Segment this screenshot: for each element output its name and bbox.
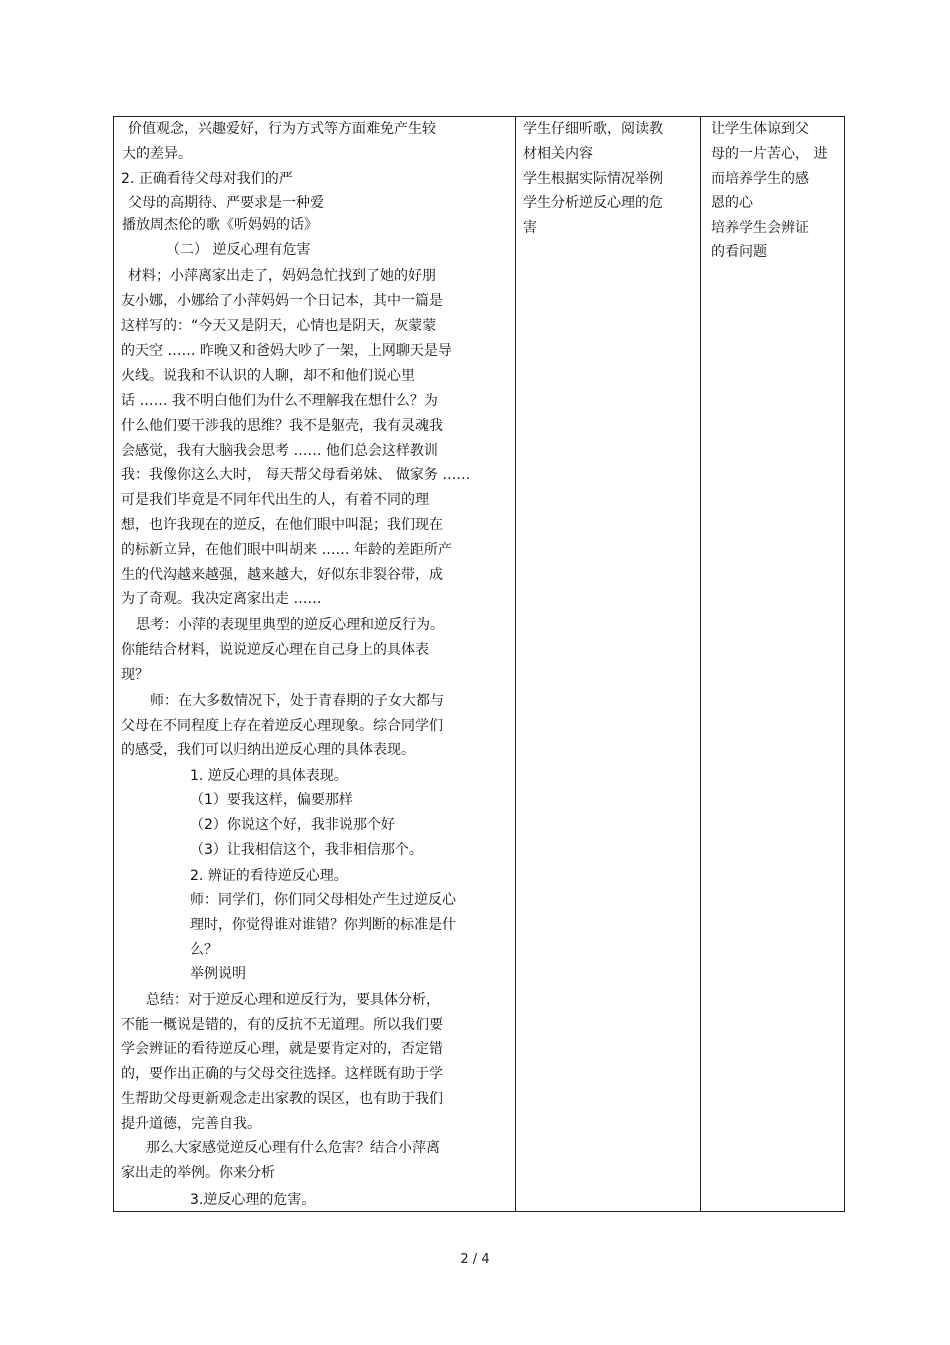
text-line: 3.逆反心理的危害。 <box>190 1192 316 1208</box>
text-line: 的标新立异，在他们眼中叫胡来 …… 年龄的差距所产 <box>121 542 452 558</box>
lesson-plan-table <box>113 116 845 1212</box>
text-line: 生帮助父母更新观念走出家教的误区，也有助于我们 <box>121 1091 443 1107</box>
text-line: 学会辨证的看待逆反心理，就是要肯定对的，否定错 <box>121 1041 443 1057</box>
text-line: 思考：小萍的表现里典型的逆反心理和逆反行为。 <box>136 617 444 633</box>
text-line: 想，也许我现在的逆反，在他们眼中叫混；我们现在 <box>121 517 443 533</box>
text-line: 理时，你觉得谁对谁错？你判断的标准是什 <box>190 917 456 933</box>
text-line: 2. 辨证的看待逆反心理。 <box>190 868 348 884</box>
text-line: 大的差异。 <box>122 146 192 162</box>
text-line: 会感觉，我有大脑我会思考 …… 他们总会这样教训 <box>121 443 438 459</box>
text-line: 2. 正确看待父母对我们的严 <box>121 171 293 187</box>
text-line: 害 <box>523 220 537 236</box>
text-line: 那么大家感觉逆反心理有什么危害？结合小萍离 <box>146 1140 440 1156</box>
text-line: 不能一概说是错的，有的反抗不无道理。所以我们要 <box>121 1017 443 1033</box>
text-line: （1）要我这样，偏要那样 <box>190 792 353 808</box>
text-line: 你能结合材料，说说逆反心理在自己身上的具体表 <box>121 642 429 658</box>
text-line: 父母的高期待、严要求是一种爱 <box>128 195 324 211</box>
text-line: 学生仔细听歌，阅读教 <box>523 121 663 137</box>
text-line: 提升道德，完善自我。 <box>121 1116 261 1132</box>
text-line: 播放周杰伦的歌《听妈妈的话》 <box>122 217 318 233</box>
text-line: 材料；小萍离家出走了，妈妈急忙找到了她的好朋 <box>128 268 436 284</box>
text-line: 1. 逆反心理的具体表现。 <box>190 768 348 784</box>
text-line: 父母在不同程度上存在着逆反心理现象。综合同学们 <box>121 718 443 734</box>
text-line: 火线。说我和不认识的人聊，却不和他们说心里 <box>121 368 415 384</box>
text-line: 材相关内容 <box>523 146 593 162</box>
text-line: 而培养学生的感 <box>711 171 809 187</box>
text-line: 我：我像你这么大时， 每天帮父母看弟妹、 做家务 …… <box>121 467 471 483</box>
teaching-process-column <box>114 117 515 1211</box>
text-line: 的，要作出正确的与父母交往选择。这样既有助于学 <box>121 1066 443 1082</box>
text-line: 学生根据实际情况举例 <box>523 171 663 187</box>
text-line: 师：在大多数情况下，处于青春期的子女大都与 <box>150 693 444 709</box>
student-activity-column <box>516 117 700 1211</box>
text-line: 让学生体谅到父 <box>711 121 809 137</box>
text-line: 培养学生会辨证 <box>711 220 809 236</box>
text-line: 母的一片苦心， 进 <box>711 146 828 162</box>
text-line: （3）让我相信这个，我非相信那个。 <box>190 842 423 858</box>
text-line: 生的代沟越来越强，越来越大，好似东非裂谷带，成 <box>121 567 443 583</box>
text-line: 师：同学们，你们同父母相处产生过逆反心 <box>190 892 456 908</box>
text-line: 么？ <box>190 942 218 958</box>
page-number: 2 / 4 <box>460 1252 490 1267</box>
text-line: 可是我们毕竟是不同年代出生的人，有着不同的理 <box>121 492 429 508</box>
text-line: 价值观念，兴趣爱好，行为方式等方面难免产生较 <box>128 121 436 137</box>
text-line: 举例说明 <box>190 966 246 982</box>
design-purpose-column <box>701 117 845 1211</box>
text-line: 这样写的：“今天又是阴天，心情也是阴天，灰蒙蒙 <box>121 318 437 334</box>
text-line: （二） 逆反心理有危害 <box>166 242 311 258</box>
text-line: 家出走的举例。你来分析 <box>121 1165 275 1181</box>
text-line: 恩的心 <box>711 195 753 211</box>
text-line: 现？ <box>121 667 149 683</box>
text-line: 话 …… 我不明白他们为什么不理解我在想什么？为 <box>121 393 438 409</box>
text-line: 总结：对于逆反心理和逆反行为，要具体分析， <box>146 992 440 1008</box>
text-line: 学生分析逆反心理的危 <box>523 195 663 211</box>
text-line: 为了奇观。我决定离家出走 …… <box>121 591 322 607</box>
text-line: （2）你说这个好，我非说那个好 <box>190 817 395 833</box>
text-line: 友小娜，小娜给了小萍妈妈一个日记本，其中一篇是 <box>121 293 443 309</box>
text-line: 的看问题 <box>711 244 767 260</box>
text-line: 的天空 …… 昨晚又和爸妈大吵了一架，上网聊天是导 <box>121 343 452 359</box>
text-line: 的感受，我们可以归纳出逆反心理的具体表现。 <box>121 742 415 758</box>
text-line: 什么他们要干涉我的思维？我不是躯壳，我有灵魂我 <box>121 418 443 434</box>
